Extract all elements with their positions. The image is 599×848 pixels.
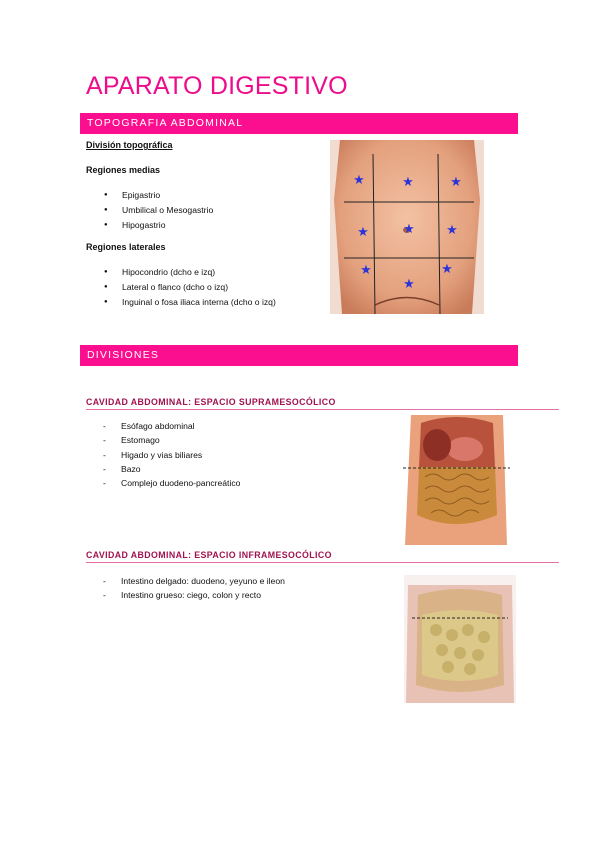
heading-espacio-inframesocolico: CAVIDAD ABDOMINAL: ESPACIO INFRAMESOCÓLICO — [86, 550, 559, 563]
list-item: - Intestino grueso: ciego, colon y recto — [103, 588, 285, 602]
list-item: ● Lateral o flanco (dcho o izq) — [104, 280, 276, 295]
heading-regiones-laterales: Regiones laterales — [86, 242, 166, 252]
list-item: - Esófago abdominal — [103, 419, 240, 433]
svg-text:★: ★ — [441, 262, 453, 277]
list-item: - Estomago — [103, 433, 240, 447]
svg-text:★: ★ — [402, 175, 414, 190]
supramesocolic-anatomy-image — [403, 415, 510, 545]
svg-text:★: ★ — [403, 277, 415, 292]
list-item: - Bazo — [103, 462, 240, 476]
page-title: APARATO DIGESTIVO — [86, 72, 348, 100]
list-regiones-laterales — [104, 265, 276, 310]
svg-text:★: ★ — [353, 173, 365, 188]
list-inframesocolico — [103, 574, 285, 603]
list-item: ● Hipocondrio (dcho e izq) — [104, 265, 276, 280]
heading-regiones-medias: Regiones medias — [86, 165, 161, 175]
inframesocolic-anatomy-image — [404, 575, 516, 703]
section-band-divisiones: DIVISIONES — [80, 345, 518, 366]
list-item: - Intestino delgado: duodeno, yeyuno e ileon — [103, 574, 285, 588]
svg-text:★: ★ — [360, 263, 372, 278]
svg-text:★: ★ — [357, 225, 369, 240]
list-item: ● Epigastrio — [104, 188, 213, 203]
svg-text:★: ★ — [450, 175, 462, 190]
abdomen-regions-image — [330, 140, 484, 314]
list-item: ● Hipogastrio — [104, 218, 213, 233]
list-regiones-medias — [104, 188, 213, 233]
heading-espacio-supramesocolico: CAVIDAD ABDOMINAL: ESPACIO SUPRAMESOCÓLICO — [86, 397, 559, 410]
list-item: ● Umbilical o Mesogastrio — [104, 203, 213, 218]
section-band-topografia: TOPOGRAFIA ABDOMINAL — [80, 113, 518, 134]
subtitle-division-topografica: División topográfica — [86, 140, 173, 150]
svg-text:★: ★ — [403, 222, 415, 237]
list-item: ● Inguinal o fosa iliaca interna (dcho o izq) — [104, 295, 276, 310]
svg-text:★: ★ — [446, 223, 458, 238]
list-item: - Complejo duodeno-pancreático — [103, 476, 240, 490]
list-supramesocolico — [103, 419, 240, 490]
list-item: - Higado y vias biliares — [103, 448, 240, 462]
